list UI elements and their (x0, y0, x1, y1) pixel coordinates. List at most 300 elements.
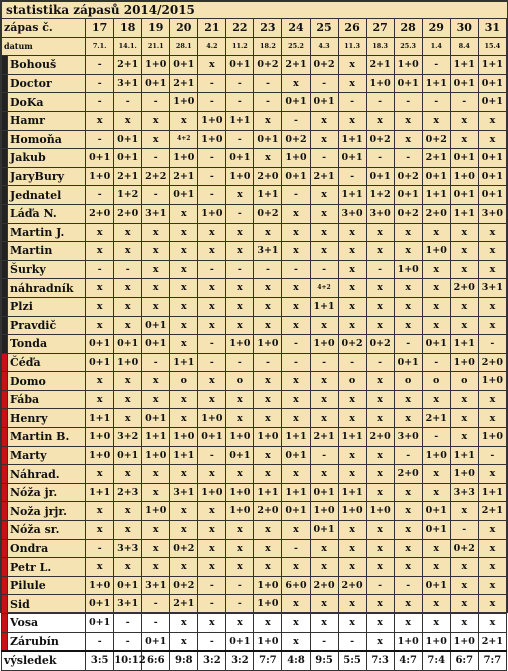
match-result: 3:2 (198, 651, 226, 670)
stat-cell: 0+1 (142, 632, 170, 651)
stat-cell: 2+0 (310, 576, 338, 595)
stat-cell: 1+0 (86, 446, 114, 465)
stat-cell: x (422, 316, 450, 335)
player-name: Nóža sr. (8, 521, 86, 540)
match-result: 10:12 (114, 651, 142, 670)
stat-cell: 1+0 (226, 483, 254, 502)
stat-cell: 2+1 (170, 74, 198, 93)
stat-cell: 1+1 (450, 335, 478, 354)
stat-cell: x (114, 558, 142, 577)
stat-cell: x (394, 390, 422, 409)
stat-cell: 1+0 (254, 428, 282, 447)
stat-cell: x (478, 260, 506, 279)
match-result: 4:7 (394, 651, 422, 670)
stat-cell: x (142, 130, 170, 149)
stat-cell: - (422, 93, 450, 112)
stat-cell: 1+0 (450, 632, 478, 651)
stat-cell: x (226, 521, 254, 540)
stat-cell: x (338, 595, 366, 614)
stat-cell: x (114, 409, 142, 428)
player-row (2, 74, 507, 93)
player-name: Ondra (8, 539, 86, 558)
stat-cell: 0+1 (478, 167, 506, 186)
stat-cell: x (338, 390, 366, 409)
stat-cell: x (450, 576, 478, 595)
stat-cell: - (394, 93, 422, 112)
player-name: Pravdič (8, 316, 86, 335)
match-number: 26 (338, 19, 366, 38)
match-number: 18 (114, 19, 142, 38)
stat-cell: 0+1 (198, 428, 226, 447)
stat-cell: 1+1 (478, 56, 506, 75)
stat-cell: 3+1 (114, 595, 142, 614)
stat-cell: x (114, 223, 142, 242)
player-name: Martin (8, 242, 86, 261)
stat-cell: - (198, 576, 226, 595)
stat-cell: x (366, 558, 394, 577)
stat-cell: - (142, 186, 170, 205)
stat-cell: x (338, 614, 366, 633)
stat-cell: - (422, 353, 450, 372)
player-row (2, 260, 507, 279)
stat-cell: 0+1 (450, 149, 478, 168)
player-row (2, 167, 507, 186)
player-name: Čéďa (8, 353, 86, 372)
player-name: Noža jrjr. (8, 502, 86, 521)
stat-cell: x (198, 56, 226, 75)
stat-cell: 3+1 (170, 483, 198, 502)
player-name: Petr L. (8, 558, 86, 577)
stat-cell: - (86, 260, 114, 279)
stat-cell: x (226, 465, 254, 484)
match-date: 1.4 (422, 37, 450, 56)
stat-cell: 0+1 (86, 335, 114, 354)
stat-cell: - (198, 74, 226, 93)
stat-cell: 1+0 (198, 130, 226, 149)
player-name: Bohouš (8, 56, 86, 75)
player-row (2, 483, 507, 502)
stat-cell: 4+2 (310, 279, 338, 298)
stat-cell: x (394, 279, 422, 298)
stat-cell: x (114, 372, 142, 391)
stat-cell: x (394, 483, 422, 502)
match-result: 9:8 (170, 651, 198, 670)
stat-cell: x (86, 372, 114, 391)
stat-cell: x (366, 111, 394, 130)
stat-cell: 1+1 (478, 483, 506, 502)
stat-cell: x (226, 614, 254, 633)
stat-cell: 0+2 (450, 539, 478, 558)
stat-cell: 1+0 (198, 111, 226, 130)
stat-cell: 1+0 (198, 409, 226, 428)
stat-cell: x (282, 465, 310, 484)
stat-cell: x (450, 316, 478, 335)
stat-cell: 1+0 (226, 335, 254, 354)
stat-cell: 0+1 (114, 149, 142, 168)
stat-cell: x (282, 242, 310, 261)
match-number: 31 (478, 19, 506, 38)
stat-cell: x (170, 632, 198, 651)
stat-cell: x (478, 595, 506, 614)
stat-cell: 0+1 (478, 149, 506, 168)
stat-cell: x (86, 465, 114, 484)
stat-cell: x (478, 614, 506, 633)
stat-cell: 2+1 (310, 167, 338, 186)
stat-cell: x (198, 316, 226, 335)
stat-cell: 6+0 (282, 576, 310, 595)
stat-cell: 2+1 (170, 167, 198, 186)
match-number: 20 (170, 19, 198, 38)
stat-cell: x (254, 614, 282, 633)
stat-cell: x (450, 297, 478, 316)
stat-cell: 1+2 (114, 186, 142, 205)
stat-cell: x (366, 390, 394, 409)
stat-cell: x (254, 372, 282, 391)
stat-cell: 1+1 (170, 446, 198, 465)
stat-cell: x (422, 279, 450, 298)
match-result: 7:7 (478, 651, 506, 670)
stat-cell: - (282, 111, 310, 130)
stat-cell: 0+1 (142, 316, 170, 335)
stat-cell: x (310, 130, 338, 149)
stat-cell: 3+1 (114, 74, 142, 93)
stat-cell: 1+0 (86, 167, 114, 186)
stat-cell: x (478, 242, 506, 261)
stat-cell: x (282, 372, 310, 391)
stat-cell: x (142, 390, 170, 409)
stat-cell: x (86, 223, 114, 242)
stat-cell: 2+2 (142, 167, 170, 186)
stat-cell: 1+0 (254, 335, 282, 354)
stat-cell: - (86, 74, 114, 93)
match-date: 11.2 (226, 37, 254, 56)
stat-cell: x (114, 242, 142, 261)
stat-cell: x (394, 614, 422, 633)
player-row (2, 502, 507, 521)
stat-cell: x (366, 539, 394, 558)
stat-cell: o (394, 372, 422, 391)
player-row (2, 297, 507, 316)
stat-cell: x (310, 111, 338, 130)
stat-cell: - (198, 167, 226, 186)
stat-cell: x (170, 335, 198, 354)
player-name: Martin J. (8, 223, 86, 242)
stat-cell: x (310, 372, 338, 391)
stat-cell: x (170, 242, 198, 261)
stat-cell: 1+0 (422, 446, 450, 465)
stat-cell: x (86, 390, 114, 409)
stat-cell: 0+1 (114, 446, 142, 465)
stat-cell: x (422, 465, 450, 484)
stat-cell: 0+2 (170, 576, 198, 595)
stat-cell: x (310, 390, 338, 409)
stat-cell: - (226, 204, 254, 223)
stat-cell: 0+1 (310, 93, 338, 112)
stat-cell: x (366, 521, 394, 540)
stat-cell: x (450, 614, 478, 633)
stat-cell: 0+1 (86, 595, 114, 614)
result-row (2, 651, 507, 670)
stat-cell: x (254, 409, 282, 428)
stat-cell: 1+1 (338, 186, 366, 205)
match-date: 11.3 (338, 37, 366, 56)
stat-cell: x (114, 465, 142, 484)
stat-cell: 1+1 (226, 111, 254, 130)
stat-cell: 1+0 (478, 428, 506, 447)
stat-cell: x (226, 186, 254, 205)
stat-cell: - (282, 335, 310, 354)
stat-cell: o (226, 372, 254, 391)
stat-cell: - (198, 149, 226, 168)
stat-cell: x (310, 316, 338, 335)
stat-cell: x (198, 390, 226, 409)
stat-cell: 1+0 (394, 632, 422, 651)
stat-cell: - (198, 353, 226, 372)
stat-cell: 1+0 (226, 428, 254, 447)
stat-cell: x (422, 260, 450, 279)
stat-cell: x (310, 539, 338, 558)
stat-cell: - (114, 93, 142, 112)
stat-cell: x (282, 74, 310, 93)
player-row (2, 428, 507, 447)
stat-cell: x (394, 539, 422, 558)
stat-cell: - (142, 149, 170, 168)
stat-cell: - (114, 260, 142, 279)
stat-cell: - (282, 539, 310, 558)
stat-cell: x (366, 446, 394, 465)
stat-cell: 1+0 (198, 204, 226, 223)
stat-cell: x (366, 372, 394, 391)
stat-cell: x (198, 502, 226, 521)
match-date: 25.2 (282, 37, 310, 56)
stat-cell: x (338, 297, 366, 316)
player-row (2, 223, 507, 242)
stat-cell: x (170, 260, 198, 279)
stat-cell: - (226, 74, 254, 93)
player-name: Náhrad. (8, 465, 86, 484)
stat-cell: x (142, 483, 170, 502)
stat-cell: 1+0 (142, 502, 170, 521)
stat-cell: 0+1 (422, 576, 450, 595)
stat-cell: x (226, 390, 254, 409)
player-row (2, 204, 507, 223)
stat-cell: x (338, 465, 366, 484)
stat-cell: 2+1 (478, 632, 506, 651)
stat-cell: 0+1 (394, 353, 422, 372)
player-name: Jakub (8, 149, 86, 168)
stat-cell: - (198, 632, 226, 651)
stat-cell: x (310, 242, 338, 261)
stat-cell: 1+1 (450, 56, 478, 75)
stat-cell: x (254, 279, 282, 298)
stat-cell: 1+0 (310, 335, 338, 354)
stat-cell: 2+1 (114, 56, 142, 75)
stat-cell: x (142, 223, 170, 242)
stat-cell: x (254, 149, 282, 168)
stat-cell: x (198, 223, 226, 242)
stat-cell: - (422, 428, 450, 447)
stat-cell: 0+2 (394, 167, 422, 186)
stat-cell: - (226, 130, 254, 149)
stat-cell: x (478, 111, 506, 130)
stat-cell: 1+0 (226, 167, 254, 186)
stat-cell: 2+0 (394, 465, 422, 484)
stat-cell: 2+1 (282, 56, 310, 75)
stat-cell: 0+2 (366, 130, 394, 149)
stat-cell: x (282, 297, 310, 316)
player-name: Láďa N. (8, 204, 86, 223)
page-title: statistika zápasů 2014/2015 (2, 2, 507, 19)
player-row (2, 614, 507, 633)
match-number: 17 (86, 19, 114, 38)
match-date: 18.3 (366, 37, 394, 56)
match-number: 21 (198, 19, 226, 38)
stat-cell: x (114, 502, 142, 521)
stat-cell: o (170, 372, 198, 391)
stat-cell: x (282, 390, 310, 409)
stat-cell: 1+0 (198, 483, 226, 502)
stat-cell: x (394, 242, 422, 261)
match-number: 24 (282, 19, 310, 38)
stat-cell: 1+0 (450, 353, 478, 372)
stat-cell: 1+1 (338, 130, 366, 149)
player-name: Plzi (8, 297, 86, 316)
stat-cell: 3+0 (366, 204, 394, 223)
stat-cell: - (226, 595, 254, 614)
match-date: 7.1. (86, 37, 114, 56)
stat-cell: 0+1 (114, 576, 142, 595)
stat-cell: x (282, 409, 310, 428)
stat-cell: 2+1 (366, 56, 394, 75)
stat-cell: 1+1 (86, 483, 114, 502)
stat-cell: 1+0 (254, 576, 282, 595)
stat-cell: 1+0 (394, 260, 422, 279)
stat-cell: x (450, 409, 478, 428)
stat-cell: x (478, 521, 506, 540)
player-row (2, 539, 507, 558)
stat-cell: x (366, 297, 394, 316)
stat-cell: x (142, 279, 170, 298)
stat-cell: x (86, 558, 114, 577)
stat-cell: x (366, 595, 394, 614)
stat-cell: x (338, 409, 366, 428)
stat-cell: x (338, 279, 366, 298)
player-row (2, 93, 507, 112)
stat-cell: x (170, 521, 198, 540)
stat-cell: x (338, 316, 366, 335)
player-name: Šurky (8, 260, 86, 279)
stat-cell: x (366, 465, 394, 484)
stat-cell: 1+0 (226, 502, 254, 521)
stat-cell: x (198, 465, 226, 484)
stat-cell: 0+1 (422, 502, 450, 521)
stat-cell: 3+1 (478, 279, 506, 298)
stat-cell: x (422, 297, 450, 316)
stat-cell: 2+1 (310, 428, 338, 447)
stat-cell: 0+1 (142, 335, 170, 354)
stat-cell: x (226, 279, 254, 298)
stat-cell: x (254, 111, 282, 130)
stat-cell: 1+0 (338, 502, 366, 521)
stat-cell: x (310, 186, 338, 205)
stat-cell: x (198, 242, 226, 261)
player-row (2, 279, 507, 298)
player-row (2, 56, 507, 75)
stat-cell: x (338, 260, 366, 279)
player-name: Pilule (8, 576, 86, 595)
stat-cell: x (422, 595, 450, 614)
player-name: DoKa (8, 93, 86, 112)
stat-cell: x (422, 111, 450, 130)
match-date: 4.2 (198, 37, 226, 56)
stat-cell: 2+0 (366, 428, 394, 447)
stat-cell: - (310, 74, 338, 93)
player-name: Vosa (8, 614, 86, 633)
stat-cell: 2+0 (478, 353, 506, 372)
stat-cell: 2+1 (422, 409, 450, 428)
stat-cell: x (394, 502, 422, 521)
match-result: 4:8 (282, 651, 310, 670)
stat-cell: 1+0 (450, 167, 478, 186)
stat-cell: x (226, 539, 254, 558)
stat-cell: x (142, 465, 170, 484)
player-name: Zárubín (8, 632, 86, 651)
stat-cell: x (478, 409, 506, 428)
stat-cell: x (86, 297, 114, 316)
stat-cell: 0+1 (282, 446, 310, 465)
stat-cell: x (254, 539, 282, 558)
stat-cell: - (338, 353, 366, 372)
player-name: Jednatel (8, 186, 86, 205)
stat-cell: - (282, 260, 310, 279)
stat-cell: 3+2 (114, 428, 142, 447)
stat-cell: 1+1 (450, 446, 478, 465)
stat-cell: x (310, 409, 338, 428)
stat-cell: x (478, 465, 506, 484)
stat-cell: x (366, 409, 394, 428)
stat-cell: x (450, 130, 478, 149)
stat-cell: x (114, 297, 142, 316)
match-number: 30 (450, 19, 478, 38)
stat-cell: x (226, 223, 254, 242)
match-result: 7:3 (366, 651, 394, 670)
stat-cell: x (310, 465, 338, 484)
stat-cell: 0+2 (310, 56, 338, 75)
stat-cell: 0+1 (86, 614, 114, 633)
stat-cell: x (282, 521, 310, 540)
stat-cell: x (338, 74, 366, 93)
stat-cell: - (338, 632, 366, 651)
stat-cell: x (86, 111, 114, 130)
stat-cell: x (394, 111, 422, 130)
stat-cell: x (170, 465, 198, 484)
match-number-row (2, 19, 507, 38)
stat-cell: x (254, 316, 282, 335)
stat-cell: x (338, 446, 366, 465)
player-row (2, 186, 507, 205)
stat-cell: x (366, 223, 394, 242)
stat-cell: - (86, 93, 114, 112)
stat-cell: x (86, 242, 114, 261)
stat-cell: x (142, 521, 170, 540)
player-name: Sid (8, 595, 86, 614)
match-result: 7:4 (422, 651, 450, 670)
stat-cell: - (114, 632, 142, 651)
stat-cell: - (366, 93, 394, 112)
stat-cell: 0+1 (422, 335, 450, 354)
stat-cell: x (254, 558, 282, 577)
stat-cell: - (86, 56, 114, 75)
